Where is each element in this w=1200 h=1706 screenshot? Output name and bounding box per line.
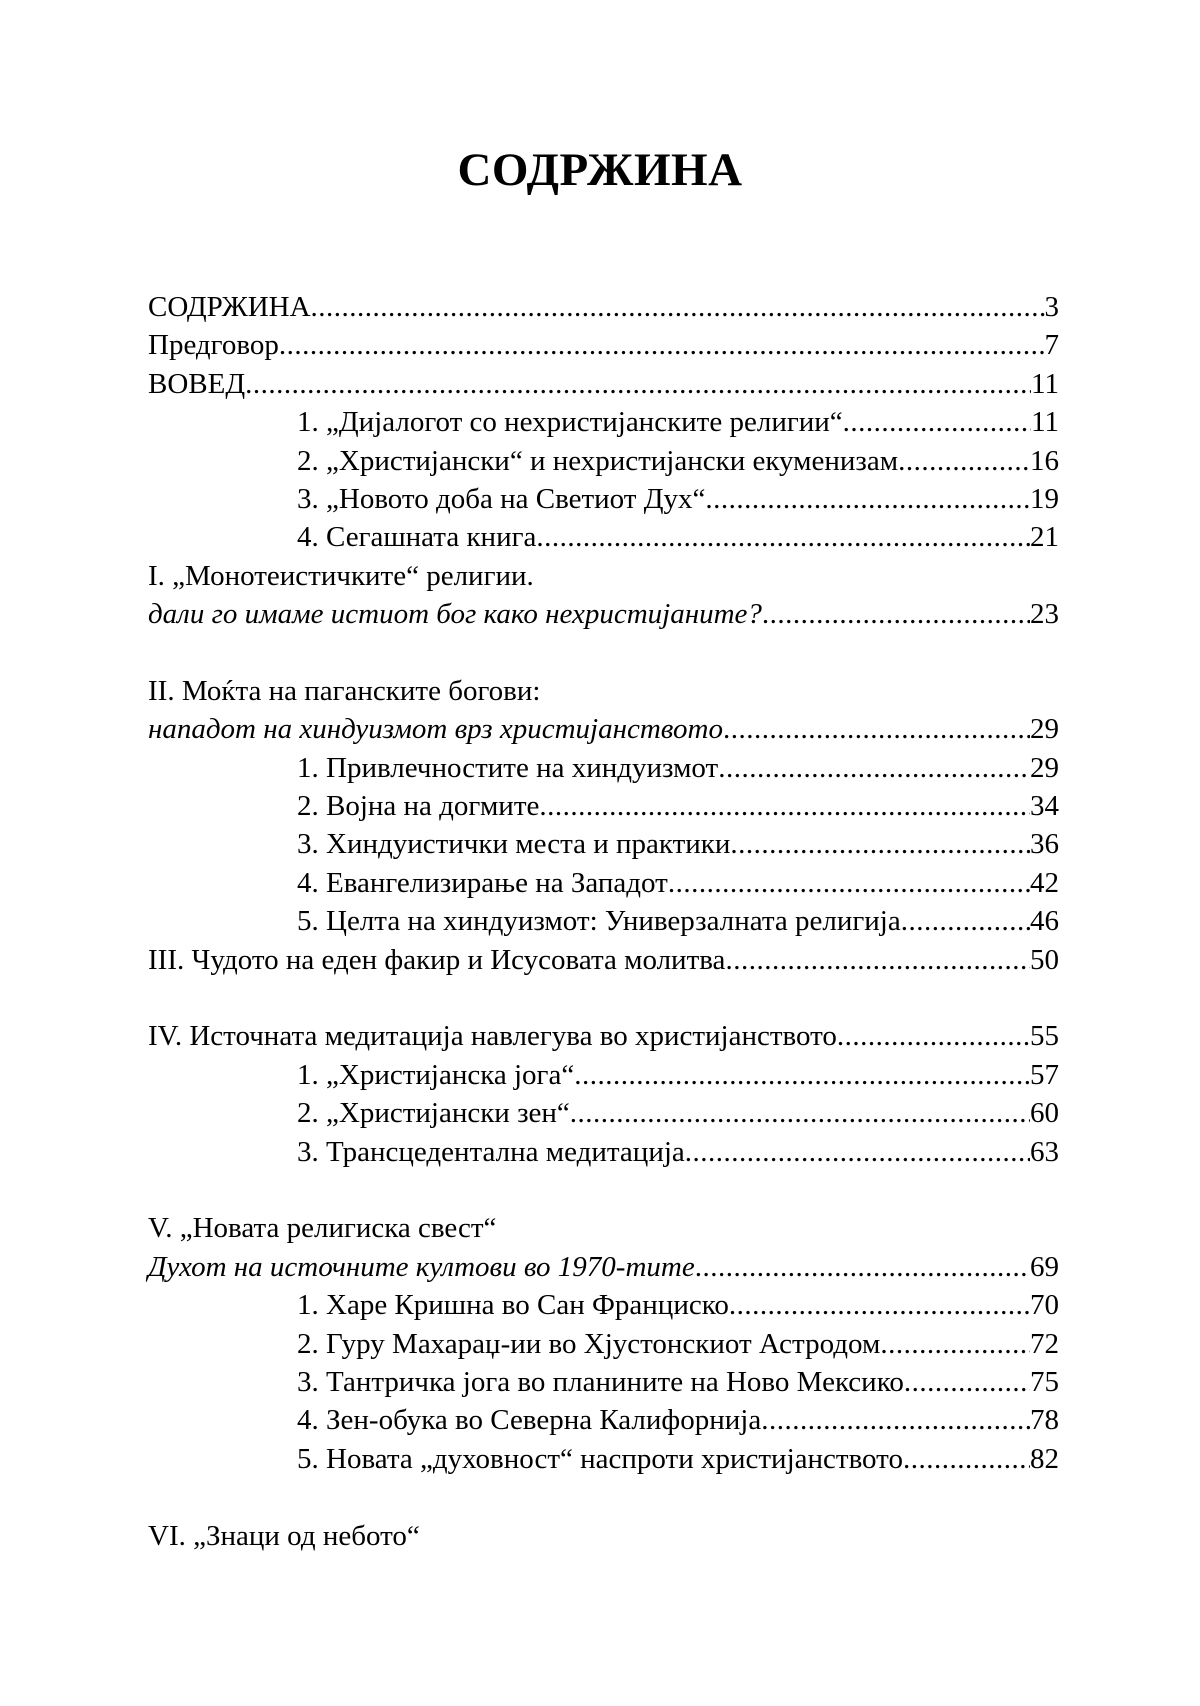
toc-page-number: 75 xyxy=(1030,1365,1059,1398)
toc-page-number: 16 xyxy=(1030,444,1059,477)
toc-page-number: 7 xyxy=(1044,329,1059,362)
toc-page-number: 50 xyxy=(1030,943,1059,976)
table-of-contents xyxy=(148,288,1059,1555)
toc-entry xyxy=(148,902,1059,940)
toc-entry xyxy=(148,1094,1059,1132)
dot-leader xyxy=(837,1017,1030,1055)
toc-page-number: 55 xyxy=(1030,1020,1059,1053)
toc-page-number: 3 xyxy=(1044,291,1059,323)
toc-entry xyxy=(148,442,1059,480)
toc-entry-title: 1. Привлечностите на хиндуизмот xyxy=(297,751,719,784)
toc-entry-title: Духот на источните култови во 1970-тите xyxy=(148,1250,695,1283)
dot-leader xyxy=(570,1094,1030,1132)
toc-entry xyxy=(148,825,1059,863)
toc-entry-title: 1. Харе Кришна во Сан Франциско xyxy=(297,1289,729,1322)
dot-leader xyxy=(761,1401,1030,1439)
toc-entry-title: Предговор xyxy=(148,329,279,362)
toc-page-number: 11 xyxy=(1031,367,1059,400)
toc-entry-title: 4. Зен-обука во Северна Калифорнија xyxy=(297,1404,762,1437)
toc-entry xyxy=(148,787,1059,825)
toc-entry-title: 4. Сегашната книга xyxy=(297,521,537,554)
toc-entry-title: 1. „Дијалогот со нехристијанските религии“ xyxy=(297,406,843,439)
dot-leader xyxy=(539,787,1030,825)
dot-leader xyxy=(574,1056,1030,1094)
toc-page-number: 46 xyxy=(1030,905,1059,938)
toc-entry-title: дали го имаме истиот бог како нехристијаните? xyxy=(148,598,762,631)
toc-entry xyxy=(148,557,1059,595)
toc-page-number: 19 xyxy=(1030,482,1059,515)
toc-page-number: 21 xyxy=(1030,521,1059,554)
dot-leader xyxy=(725,941,1030,979)
toc-page-number: 34 xyxy=(1030,790,1059,823)
toc-entry xyxy=(148,1286,1059,1324)
page-title: СОДРЖИНА xyxy=(457,144,743,196)
toc-entry xyxy=(148,1363,1059,1401)
toc-entry xyxy=(148,1325,1059,1363)
toc-entry-title: V. „Новата религиска свест“ xyxy=(148,1212,497,1245)
toc-entry xyxy=(148,326,1059,364)
toc-entry-title: II. Моќта на паганските богови: xyxy=(148,674,541,707)
toc-entry xyxy=(148,1401,1059,1439)
toc-entry xyxy=(148,672,1059,710)
toc-entry xyxy=(148,365,1059,403)
dot-leader xyxy=(695,1248,1030,1286)
toc-page-number: 29 xyxy=(1030,751,1059,784)
toc-entry-title: 4. Евангелизирање на Западот xyxy=(297,866,668,899)
toc-entry-title: I. „Монотеистичките“ религии. xyxy=(148,559,534,592)
toc-entry-title: III. Чудото на еден факир и Исусовата молитва xyxy=(148,943,726,976)
toc-page-number: 70 xyxy=(1030,1289,1059,1322)
toc-entry-title: нападот на хиндуизмот врз христијанството xyxy=(148,713,723,746)
toc-entry-title: 3. Трансцедентална медитација xyxy=(297,1135,685,1168)
dot-leader xyxy=(723,710,1030,748)
toc-entry-title: 3. „Новото доба на Светиот Дух“ xyxy=(297,482,706,515)
toc-entry-title: СОДРЖИНА xyxy=(148,291,311,323)
dot-leader xyxy=(718,749,1030,787)
dot-leader xyxy=(668,864,1030,902)
dot-leader xyxy=(898,442,1030,480)
toc-entry-title: 5. Целта на хиндуизмот: Универзалната религија xyxy=(297,905,901,938)
toc-entry xyxy=(148,403,1059,441)
toc-entry xyxy=(148,749,1059,787)
dot-leader xyxy=(705,480,1030,518)
dot-leader xyxy=(311,288,1045,326)
toc-entry-title: 2. Војна на догмите xyxy=(297,790,540,823)
dot-leader xyxy=(843,403,1031,441)
dot-leader xyxy=(730,825,1030,863)
toc-page-number: 23 xyxy=(1030,598,1059,631)
toc-entry-title: ВОВЕД xyxy=(148,367,246,400)
dot-leader xyxy=(245,365,1031,403)
toc-entry-title: 2. Гуру Махараџ-ии во Хјустонскиот Астродом xyxy=(297,1327,881,1360)
toc-entry xyxy=(148,595,1059,633)
toc-page-number: 69 xyxy=(1030,1250,1059,1283)
toc-entry xyxy=(148,1440,1059,1478)
toc-entry xyxy=(148,288,1059,326)
toc-page-number: 60 xyxy=(1030,1097,1059,1130)
toc-entry-title: 2. „Христијански“ и нехристијански екуменизам xyxy=(297,444,899,477)
toc-entry xyxy=(148,1133,1059,1171)
toc-entry xyxy=(148,1056,1059,1094)
toc-entry-title: VI. „Знаци од небото“ xyxy=(148,1519,420,1552)
toc-page-number: 36 xyxy=(1030,828,1059,861)
toc-page-number: 63 xyxy=(1030,1135,1059,1168)
dot-leader xyxy=(901,902,1030,940)
toc-entry-title: 3. Хиндуистички места и практики xyxy=(297,828,731,861)
toc-entry xyxy=(148,941,1059,979)
toc-entry-title: 1. „Христијанска јога“ xyxy=(297,1058,575,1091)
toc-entry xyxy=(148,1017,1059,1055)
toc-page-number: 78 xyxy=(1030,1404,1059,1437)
toc-page-number: 72 xyxy=(1030,1327,1059,1360)
toc-entry-title: 2. „Христијански зен“ xyxy=(297,1097,570,1130)
toc-entry-title: 3. Тантричка јога во планините на Ново Мексико xyxy=(297,1365,904,1398)
toc-entry xyxy=(148,480,1059,518)
dot-leader xyxy=(880,1325,1030,1363)
toc-entry xyxy=(148,1517,1059,1555)
toc-page-number: 82 xyxy=(1030,1442,1059,1475)
dot-leader xyxy=(904,1363,1030,1401)
dot-leader xyxy=(729,1286,1030,1324)
toc-page-number: 57 xyxy=(1030,1058,1059,1091)
toc-entry xyxy=(148,1209,1059,1247)
dot-leader xyxy=(762,595,1030,633)
toc-page-number: 29 xyxy=(1030,713,1059,746)
toc-entry xyxy=(148,864,1059,902)
dot-leader xyxy=(903,1440,1030,1478)
toc-entry xyxy=(148,1248,1059,1286)
toc-entry-title: IV. Источната медитација навлегува во христијанството xyxy=(148,1020,837,1053)
toc-entry xyxy=(148,518,1059,556)
toc-page-number: 11 xyxy=(1031,406,1059,439)
dot-leader xyxy=(536,518,1030,556)
toc-entry xyxy=(148,710,1059,748)
toc-entry-title: 5. Новата „духовност“ наспроти христијанството xyxy=(297,1442,903,1475)
dot-leader xyxy=(279,326,1045,364)
dot-leader xyxy=(685,1133,1030,1171)
toc-page-number: 42 xyxy=(1030,866,1059,899)
